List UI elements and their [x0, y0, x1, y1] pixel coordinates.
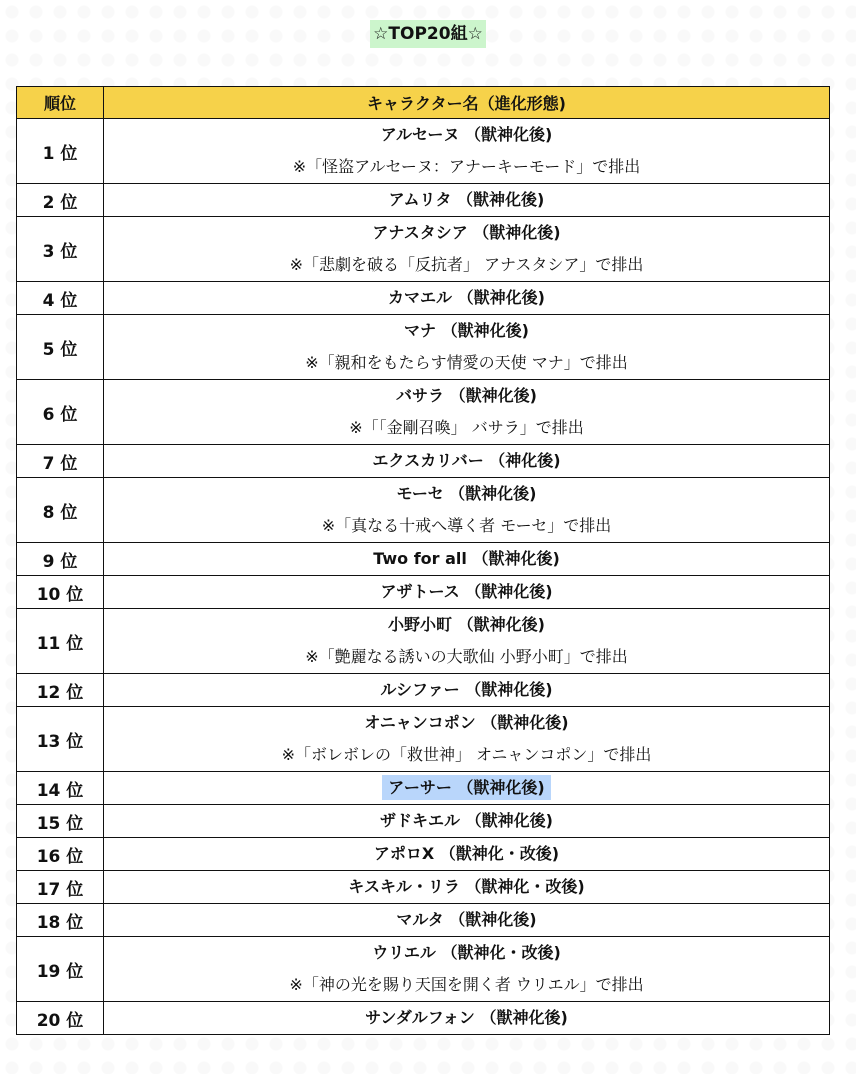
- character-name: [104, 380, 829, 412]
- character-name-text: アザトース （獣神化後): [380, 582, 553, 601]
- rank-cell: 18 位: [17, 904, 104, 937]
- character-cell: [104, 937, 830, 1002]
- character-cell: [104, 478, 830, 543]
- character-name-text: バサラ （獣神化後): [396, 386, 537, 405]
- character-cell: [104, 282, 830, 315]
- character-name: [104, 184, 829, 216]
- rank-cell: 15 位: [17, 805, 104, 838]
- character-name: [104, 904, 829, 936]
- character-name-text: オニャンコポン （獣神化後): [364, 713, 569, 732]
- character-name: [104, 838, 829, 870]
- character-name-text: カマエル （獣神化後): [388, 288, 545, 307]
- rank-cell: 14 位: [17, 772, 104, 805]
- character-cell: [104, 871, 830, 904]
- table-row: [17, 478, 830, 543]
- character-name-text: ウリエル （獣神化・改後): [372, 943, 561, 962]
- character-name: [104, 937, 829, 969]
- table-row: [17, 674, 830, 707]
- drop-source-note: ※「悲劇を破る「反抗者」 アナスタシア」で排出: [289, 255, 644, 274]
- character-cell: [104, 838, 830, 871]
- table-row: [17, 445, 830, 478]
- character-name-text: アムリタ （獣神化後): [388, 190, 545, 209]
- character-name-text: Two for all （獣神化後): [373, 549, 560, 568]
- character-name-text: アーサー （獣神化後): [382, 775, 550, 800]
- drop-source-note: ※「「金剛召喚」 バサラ」で排出: [349, 418, 584, 437]
- character-cell: [104, 772, 830, 805]
- table-row: [17, 184, 830, 217]
- character-name: [104, 772, 829, 804]
- character-cell: [104, 543, 830, 576]
- character-name: [104, 478, 829, 510]
- header-rank: 順位: [17, 87, 104, 119]
- table-row: [17, 543, 830, 576]
- rank-cell: 20 位: [17, 1002, 104, 1035]
- title-container: [0, 20, 856, 48]
- character-name-text: サンダルフォン （獣神化後): [365, 1008, 568, 1027]
- character-name-text: ルシファー （獣神化後): [380, 680, 553, 699]
- table-row: [17, 217, 830, 282]
- character-name: [104, 445, 829, 477]
- table-row: [17, 707, 830, 772]
- drop-source-note: ※「ボレボレの「救世神」 オニャンコポン」で排出: [281, 745, 652, 764]
- table-row: [17, 282, 830, 315]
- drop-source-note: ※「真なる十戒へ導く者 モーセ」で排出: [321, 516, 612, 535]
- table-row: [17, 315, 830, 380]
- character-name-text: アポロX （獣神化・改後): [373, 844, 560, 863]
- rank-cell: 1 位: [17, 119, 104, 184]
- drop-source-note: ※「親和をもたらす情愛の天使 マナ」で排出: [305, 353, 628, 372]
- rank-cell: 2 位: [17, 184, 104, 217]
- character-cell: [104, 217, 830, 282]
- rank-cell: 9 位: [17, 543, 104, 576]
- character-name-text: マルタ （獣神化後): [396, 910, 537, 929]
- character-name: [104, 315, 829, 347]
- table-row: [17, 838, 830, 871]
- rank-cell: 8 位: [17, 478, 104, 543]
- rank-cell: 12 位: [17, 674, 104, 707]
- table-row: [17, 772, 830, 805]
- character-cell: [104, 119, 830, 184]
- character-cell: [104, 576, 830, 609]
- character-cell: [104, 1002, 830, 1035]
- ranking-table-body: [17, 119, 830, 1035]
- table-row: [17, 871, 830, 904]
- table-row: [17, 904, 830, 937]
- character-name-text: キスキル・リラ （獣神化・改後): [348, 877, 585, 896]
- character-name-text: ザドキエル （獣神化後): [380, 811, 553, 830]
- character-name: [104, 282, 829, 314]
- page-title: ☆TOP20組☆: [370, 20, 486, 48]
- character-name: [104, 1002, 829, 1034]
- character-name: [104, 543, 829, 575]
- character-cell: [104, 184, 830, 217]
- rank-cell: 7 位: [17, 445, 104, 478]
- table-row: [17, 805, 830, 838]
- character-cell: [104, 904, 830, 937]
- table-header-row: [17, 87, 830, 119]
- header-character-name: キャラクター名（進化形態): [104, 87, 830, 119]
- rank-cell: 19 位: [17, 937, 104, 1002]
- character-name: [104, 119, 829, 151]
- table-row: [17, 380, 830, 445]
- character-name: [104, 707, 829, 739]
- character-name-text: マナ （獣神化後): [404, 321, 529, 340]
- character-cell: [104, 707, 830, 772]
- rank-cell: 6 位: [17, 380, 104, 445]
- character-name: [104, 871, 829, 903]
- table-row: [17, 937, 830, 1002]
- character-name-text: アナスタシア （獣神化後): [372, 223, 561, 242]
- character-cell: [104, 805, 830, 838]
- character-name: [104, 805, 829, 837]
- table-row: [17, 576, 830, 609]
- character-name: [104, 609, 829, 641]
- drop-source-note: ※「神の光を賜り天国を開く者 ウリエル」で排出: [289, 975, 644, 994]
- character-cell: [104, 315, 830, 380]
- rank-cell: 3 位: [17, 217, 104, 282]
- character-name: [104, 674, 829, 706]
- rank-cell: 16 位: [17, 838, 104, 871]
- character-cell: [104, 674, 830, 707]
- table-row: [17, 119, 830, 184]
- rank-cell: 10 位: [17, 576, 104, 609]
- character-name-text: 小野小町 （獣神化後): [388, 615, 545, 634]
- character-name-text: アルセーヌ （獣神化後): [380, 125, 553, 144]
- character-cell: [104, 609, 830, 674]
- character-name-text: モーセ （獣神化後): [396, 484, 537, 503]
- rank-cell: 13 位: [17, 707, 104, 772]
- character-name-text: エクスカリバー （神化後): [372, 451, 561, 470]
- table-row: [17, 609, 830, 674]
- character-name: [104, 576, 829, 608]
- ranking-table: [16, 86, 830, 1035]
- rank-cell: 17 位: [17, 871, 104, 904]
- character-cell: [104, 380, 830, 445]
- drop-source-note: ※「艶麗なる誘いの大歌仙 小野小町」で排出: [305, 647, 628, 666]
- rank-cell: 4 位: [17, 282, 104, 315]
- character-name: [104, 217, 829, 249]
- rank-cell: 5 位: [17, 315, 104, 380]
- table-row: [17, 1002, 830, 1035]
- character-cell: [104, 445, 830, 478]
- rank-cell: 11 位: [17, 609, 104, 674]
- drop-source-note: ※「怪盗アルセーヌ：アナーキーモード」で排出: [292, 157, 641, 176]
